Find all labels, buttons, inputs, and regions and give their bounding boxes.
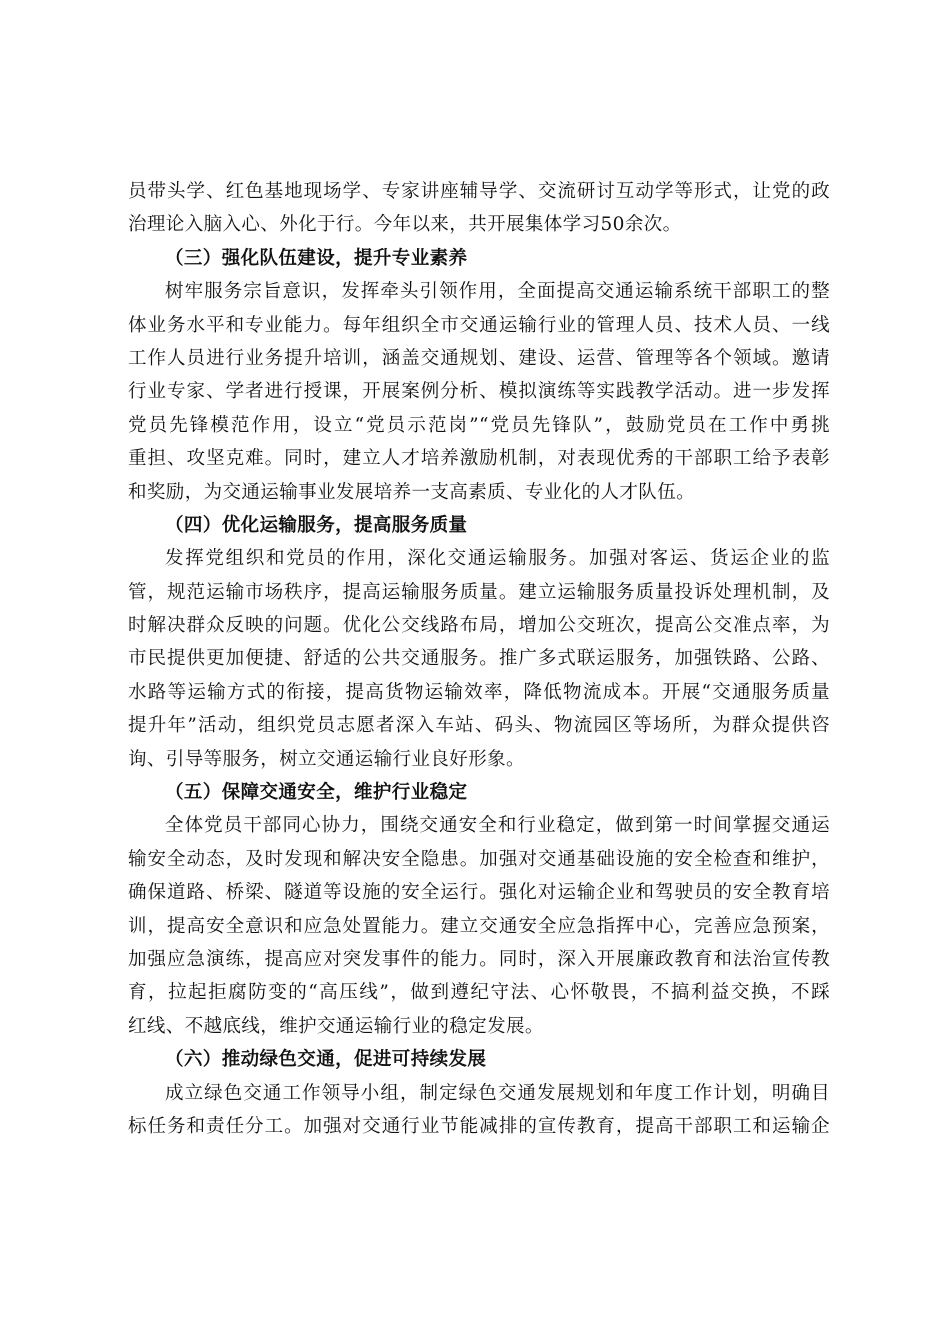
section-heading: （四）优化运输服务，提高服务质量 <box>165 514 468 536</box>
section-heading: （三）强化队伍建设，提升专业素养 <box>165 247 468 269</box>
paragraph-line: 治理论入脑入心、外化于行。今年以来，共开展集体学习50余次。 <box>128 214 682 236</box>
section-paragraph <box>128 809 830 1043</box>
paragraph-line: 和奖励，为交通运输事业发展培养一支高素质、专业化的人才队伍。 <box>128 481 696 503</box>
paragraph-line: 提升年”活动，组织党员志愿者深入车站、码头、物流园区等场所，为群众提供咨 <box>128 715 830 737</box>
section-3 <box>128 242 830 509</box>
section-5 <box>128 776 830 1043</box>
section-paragraph <box>128 275 830 509</box>
document-body <box>128 175 830 1143</box>
paragraph-line: 标任务和责任分工。加强对交通行业节能减排的宣传教育，提高干部职工和运输企 <box>128 1115 830 1137</box>
intro-paragraph <box>128 175 830 242</box>
paragraph-line: 加强应急演练，提高应对突发事件的能力。同时，深入开展廉政教育和法治宣传教 <box>128 948 830 970</box>
paragraph-line: 训，提高安全意识和应急处置能力。建立交通安全应急指挥中心，完善应急预案， <box>128 915 830 937</box>
paragraph-line: 发挥党组织和党员的作用，深化交通运输服务。加强对客运、货运企业的监 <box>165 548 830 570</box>
section-paragraph <box>128 1077 830 1144</box>
section-paragraph <box>128 542 830 776</box>
paragraph-line: 管，规范运输市场秩序，提高运输服务质量。建立运输服务质量投诉处理机制，及 <box>128 581 830 603</box>
section-heading: （六）推动绿色交通，促进可持续发展 <box>165 1049 487 1071</box>
paragraph-line: 成立绿色交通工作领导小组，制定绿色交通发展规划和年度工作计划，明确目 <box>165 1082 830 1104</box>
section-6 <box>128 1043 830 1143</box>
paragraph-line: 水路等运输方式的衔接，提高货物运输效率，降低物流成本。开展“交通服务质量 <box>128 681 830 703</box>
paragraph-line: 确保道路、桥梁、隧道等设施的安全运行。强化对运输企业和驾驶员的安全教育培 <box>128 882 830 904</box>
section-4 <box>128 509 830 776</box>
paragraph-line: 党员先锋模范作用，设立“党员示范岗”“党员先锋队”，鼓励党员在工作中勇挑 <box>128 414 830 436</box>
paragraph-line: 询、引导等服务，树立交通运输行业良好形象。 <box>128 748 525 770</box>
paragraph-line: 输安全动态，及时发现和解决安全隐患。加强对交通基础设施的安全检查和维护， <box>128 848 830 870</box>
paragraph-line: 育，拉起拒腐防变的“高压线”，做到遵纪守法、心怀敬畏，不搞利益交换，不踩 <box>128 982 830 1004</box>
paragraph-line: 员带头学、红色基地现场学、专家讲座辅导学、交流研讨互动学等形式，让党的政 <box>128 181 830 202</box>
section-heading: （五）保障交通安全，维护行业稳定 <box>165 782 468 804</box>
paragraph-line: 时解决群众反映的问题。优化公交线路布局，增加公交班次，提高公交准点率，为 <box>128 615 830 637</box>
paragraph-line: 全体党员干部同心协力，围绕交通安全和行业稳定，做到第一时间掌握交通运 <box>165 815 830 837</box>
paragraph-line: 工作人员进行业务提升培训，涵盖交通规划、建设、运营、管理等各个领域。邀请 <box>128 347 830 369</box>
paragraph-line: 红线、不越底线，维护交通运输行业的稳定发展。 <box>128 1015 544 1037</box>
paragraph-line: 重担、攻坚克难。同时，建立人才培养激励机制，对表现优秀的干部职工给予表彰 <box>128 448 830 470</box>
paragraph-line: 市民提供更加便捷、舒适的公共交通服务。推广多式联运服务，加强铁路、公路、 <box>128 648 830 670</box>
paragraph-line: 树牢服务宗旨意识，发挥牵头引领作用，全面提高交通运输系统干部职工的整 <box>165 281 830 303</box>
paragraph-line: 体业务水平和专业能力。每年组织全市交通运输行业的管理人员、技术人员、一线 <box>128 314 830 336</box>
paragraph-line: 行业专家、学者进行授课，开展案例分析、模拟演练等实践教学活动。进一步发挥 <box>128 381 830 403</box>
